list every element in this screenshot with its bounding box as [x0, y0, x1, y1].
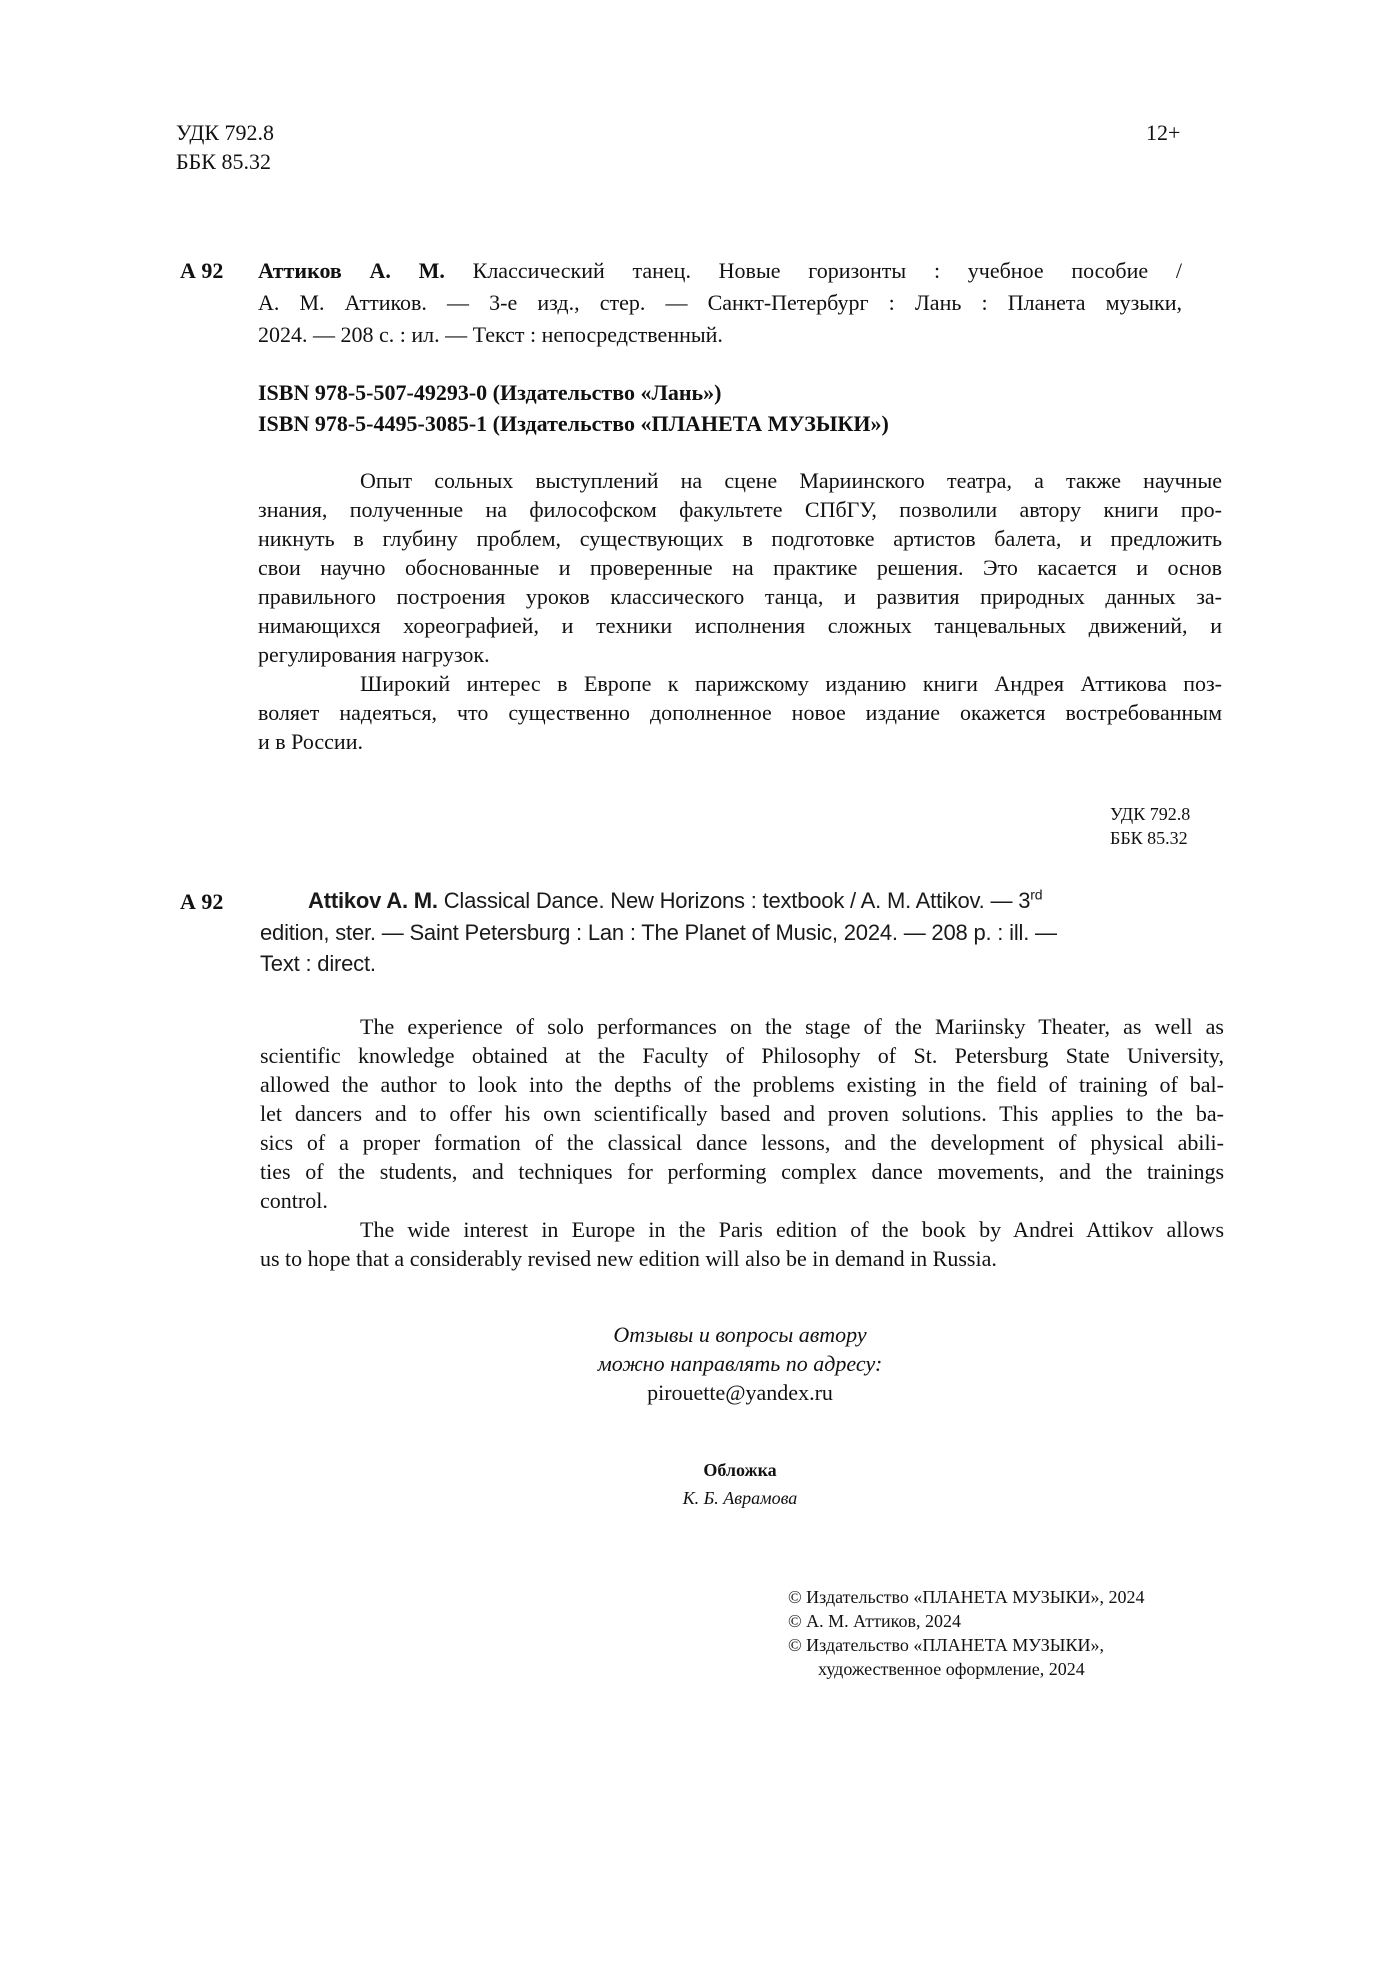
cover-name: К. Б. Аврамова — [682, 1488, 798, 1508]
age-rating: 12+ — [1146, 120, 1181, 145]
en-bbk-code: ББК 85.32 — [1110, 828, 1188, 848]
ru-abstract2-line: и в России. — [258, 729, 363, 754]
en-abstract2-line: The wide interest in Europe in the Paris edition of the book by Andrei Attikov allows — [360, 1217, 1224, 1242]
en-abstract-line: sics of a proper formation of the classical dance lessons, and the development of physical abili- — [260, 1130, 1224, 1155]
en-abstract — [260, 1012, 1224, 1273]
copyright-line: © Издательство «ПЛАНЕТА МУЗЫКИ», — [788, 1635, 1104, 1655]
copyright-line: © Издательство «ПЛАНЕТА МУЗЫКИ», 2024 — [788, 1587, 1145, 1607]
ru-abstract-line: знания, полученные на философском факультете СПбГУ, позволили автору книги про- — [258, 497, 1222, 522]
copyright-block — [788, 1585, 1144, 1681]
en-entry-title: Classical Dance. New Horizons : textbook / A. M. Attikov. — 3 — [443, 888, 1031, 913]
bbk-code: ББК 85.32 — [176, 149, 271, 174]
feedback-block — [440, 1320, 1040, 1407]
en-abstract-line: scientific knowledge obtained at the Faculty of Philosophy of St. Petersburg State University, — [260, 1043, 1224, 1068]
en-entry-line3: Text : direct. — [260, 951, 376, 976]
en-abstract-line: allowed the author to look into the depths of the problems existing in the field of training of bal- — [260, 1072, 1224, 1097]
feedback-line2: можно направлять по адресу: — [597, 1351, 883, 1376]
udk-code: УДК 792.8 — [176, 120, 275, 145]
copyright-line: © А. М. Аттиков, 2024 — [788, 1611, 961, 1631]
ru-abstract-line: правильного построения уроков классического танца, и развития природных данных за- — [258, 584, 1222, 609]
en-abstract-line: control. — [260, 1188, 328, 1213]
en-entry-line1 — [308, 885, 1042, 916]
feedback-line1: Отзывы и вопросы автору — [613, 1322, 867, 1347]
ru-abstract-line: Опыт сольных выступлений на сцене Мариинского театра, а также научные — [360, 468, 1222, 493]
ru-abstract-line: регулирования нагрузок. — [258, 642, 490, 667]
feedback-email[interactable]: pirouette@yandex.ru — [647, 1380, 833, 1405]
ru-entry-line3: 2024. — 208 с. : ил. — Текст : непосредственный. — [258, 322, 723, 347]
copyright-line: художественное оформление, 2024 — [818, 1659, 1085, 1679]
en-udk-code: УДК 792.8 — [1110, 804, 1191, 824]
ru-entry-author: Аттиков А. М. — [258, 258, 445, 283]
en-abstract2-line: us to hope that a considerably revised new edition will also be in demand in Russia. — [260, 1246, 997, 1271]
en-entry-ordinal: rd — [1030, 886, 1043, 903]
en-entry-author: Attikov A. M. — [308, 888, 438, 913]
en-abstract-line: let dancers and to offer his own scientifically based and proven solutions. This applies to the ba- — [260, 1101, 1224, 1126]
ru-abstract-line: нимающихся хореографией, и техники исполнения сложных танцевальных движений, и — [258, 613, 1222, 638]
en-entry-line2: edition, ster. — Saint Petersburg : Lan : The Planet of Music, 2024. — 208 p. : ill. — — [260, 920, 1057, 945]
cover-credit — [540, 1456, 940, 1512]
isbn-lan: ISBN 978-5-507-49293-0 (Издательство «Лань») — [258, 380, 722, 405]
ru-entry-line2: А. М. Аттиков. — 3-е изд., стер. — Санкт-Петербург : Лань : Планета музыки, — [258, 290, 1182, 315]
ru-abstract-line: свои научно обоснованные и проверенные на практике решения. Это касается и основ — [258, 555, 1222, 580]
ru-abstract — [258, 466, 1222, 756]
en-abstract-line: ties of the students, and techniques for performing complex dance movements, and the trainings — [260, 1159, 1224, 1184]
ru-abstract2-line: Широкий интерес в Европе к парижскому изданию книги Андрея Аттикова поз- — [360, 671, 1222, 696]
ru-abstract-line: никнуть в глубину проблем, существующих в подготовке артистов балета, и предложить — [258, 526, 1222, 551]
ru-abstract2-line: воляет надеяться, что существенно дополненное новое издание окажется востребованным — [258, 700, 1222, 725]
en-entry-code: А 92 — [180, 889, 224, 914]
isbn-planet: ISBN 978-5-4495-3085-1 (Издательство «ПЛАНЕТА МУЗЫКИ») — [258, 411, 889, 436]
en-abstract-line: The experience of solo performances on the stage of the Mariinsky Theater, as well as — [360, 1014, 1224, 1039]
ru-entry-line1 — [258, 256, 1182, 285]
ru-entry-code: А 92 — [180, 258, 224, 283]
ru-entry-title: Классический танец. Новые горизонты : учебное пособие / — [472, 258, 1183, 283]
cover-label: Обложка — [703, 1460, 777, 1480]
